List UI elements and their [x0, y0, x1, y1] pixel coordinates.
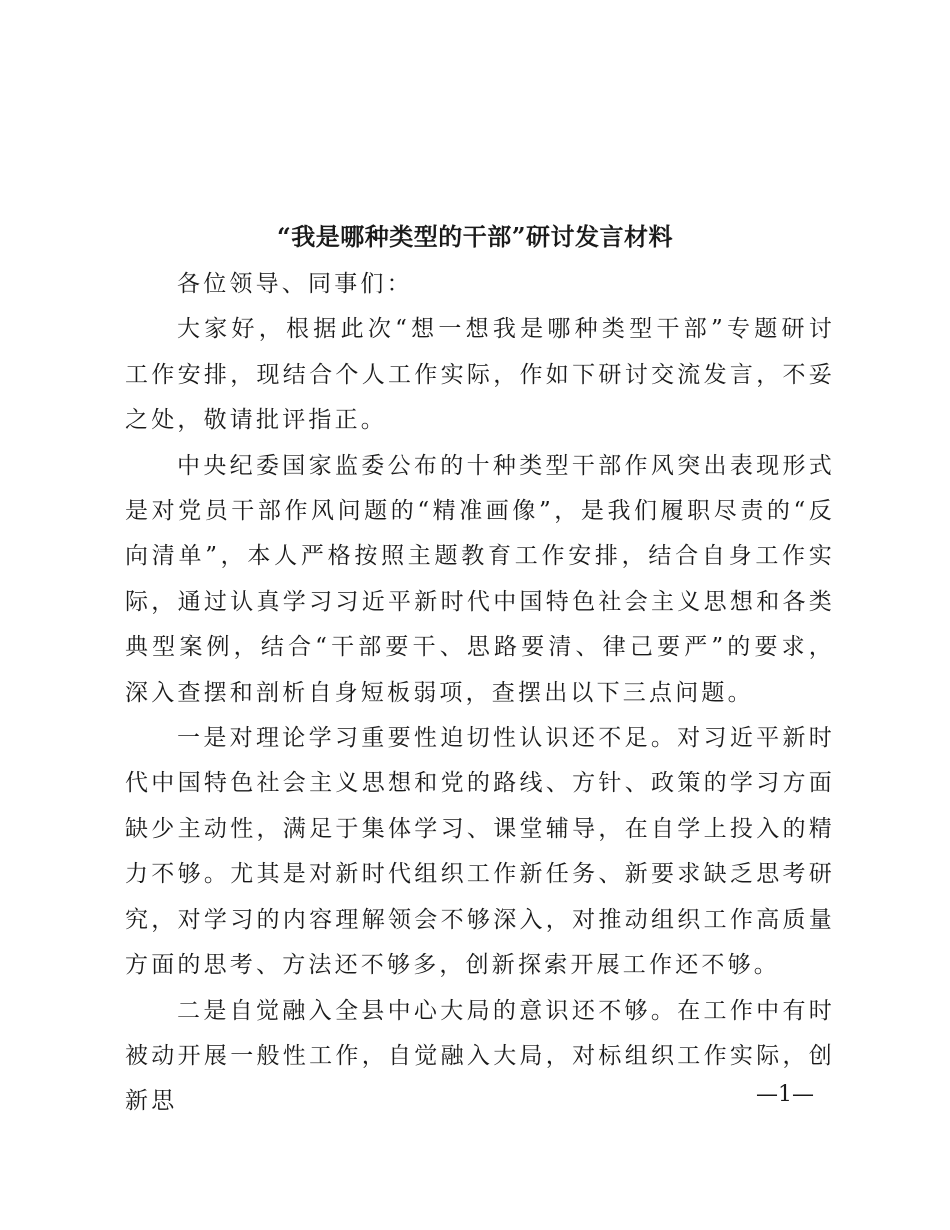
document-title: “我是哪种类型的干部”研讨发言材料 — [276, 222, 674, 251]
salutation-paragraph: 各位领导、同事们： — [177, 271, 413, 297]
document-body — [125, 262, 835, 1125]
intro-paragraph: 中央纪委国家监委公布的十种类型干部作风突出表现形式是对党员干部作风问题的“精准画像”，是我们履职尽责的“反向清单”，本人严格按照主题教育工作安排，结合自身工作实际，通过认真学习习近平新时代中国特色社会主义思想和各类典型案例，结合“干部要干、思路要清、律己要严”的要求，深入查摆和剖析自身短板弱项，查摆出以下三点问题。 — [125, 452, 835, 706]
problem-two-paragraph: 二是自觉融入全县中心大局的意识还不够。在工作中有时被动开展一般性工作，自觉融入大局，对标组织工作实际，创新思 — [125, 997, 835, 1115]
greeting-paragraph: 大家好，根据此次“想一想我是哪种类型干部”专题研讨工作安排，现结合个人工作实际，作如下研讨交流发言，不妥之处，敬请批评指正。 — [125, 316, 835, 434]
problem-one-paragraph: 一是对理论学习重要性迫切性认识还不足。对习近平新时代中国特色社会主义思想和党的路线、方针、政策的学习方面缺少主动性，满足于集体学习、课堂辅导，在自学上投入的精力不够。尤其是对新时代组织工作新任务、新要求缺乏思考研究，对学习的内容理解领会不够深入，对推动组织工作高质量方面的思考、方法还不够多，创新探索开展工作还不够。 — [125, 725, 835, 979]
page-number: —1— — [756, 1082, 814, 1107]
